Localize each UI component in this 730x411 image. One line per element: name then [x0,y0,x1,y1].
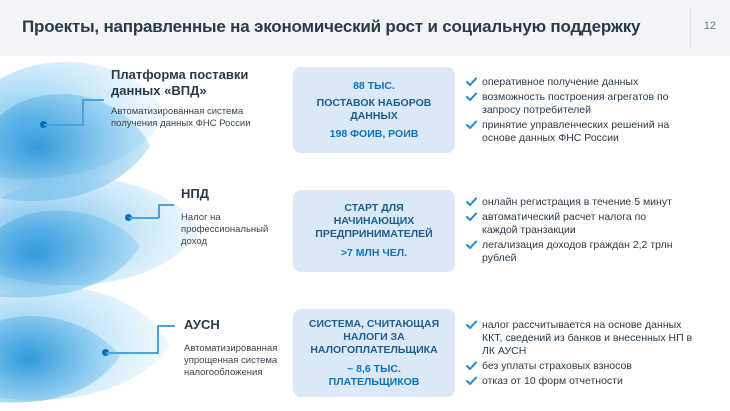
section1-title: Платформа поставки данных «ВПД» [111,67,249,98]
list-item: принятие управленческих решений на основе данных ФНС России [466,119,728,145]
check-icon [466,320,477,330]
check-icon [466,197,477,207]
list-item: налог рассчитывается на основе данных ККТ, сведений из банков и внесенных НП в ЛК АУСН [466,319,728,358]
section3-title: АУСН [184,317,220,332]
section2-connector [158,204,174,206]
check-icon [466,212,477,222]
section2-metric-card: СТАРТ ДЛЯ НАЧИНАЮЩИХ ПРЕДПРИНИМАТЕЛЕЙ >7 МЛН ЧЕЛ. [293,190,455,272]
check-icon [466,92,477,102]
page-number: 12 [703,20,716,32]
section3-bullets [466,319,728,390]
check-icon [466,77,477,87]
section3-description: Автоматизированная упрощенная система налогообложения [184,343,278,378]
section1-description: Автоматизированная система получения данных ФНС России [111,106,251,129]
section3-connector [157,325,159,353]
check-icon [466,376,477,386]
list-item: онлайн регистрация в течение 5 минут [466,196,728,209]
section1-bullets [466,76,728,147]
section2-connector [129,217,159,219]
check-icon [466,361,477,371]
header-divider [690,8,691,48]
slide-title: Проекты, направленные на экономический рост и социальную поддержку [22,17,641,36]
section1-connector [82,99,84,125]
section2-title: НПД [181,186,209,201]
section1-metric-card: 88 ТЫС. ПОСТАВОК НАБОРОВ ДАННЫХ 198 ФОИВ, РОИВ [293,67,455,153]
section2-connector [158,204,160,218]
list-item: легализация доходов граждан 2,2 трлн рублей [466,239,728,265]
section3-metric-card: СИСТЕМА, СЧИТАЮЩАЯ НАЛОГИ ЗА НАЛОГОПЛАТЕЛЬЩИКА ~ 8,6 ТЫС. ПЛАТЕЛЬЩИКОВ [293,309,455,397]
section1-connector [44,124,84,126]
list-item: автоматический расчет налога по каждой транзакции [466,211,728,237]
section3-connector [157,325,175,327]
section3-connector [106,352,159,354]
check-icon [466,240,477,250]
slide-header [0,0,730,56]
section1-connector [82,99,104,101]
section2-bullets [466,196,728,267]
list-item: оперативное получение данных [466,76,728,89]
list-item: без уплаты страховых взносов [466,360,728,373]
list-item: возможность построения агрегатов по запросу потребителей [466,91,728,117]
section2-description: Налог на профессиональный доход [181,212,269,247]
check-icon [466,120,477,130]
list-item: отказ от 10 форм отчетности [466,375,728,388]
